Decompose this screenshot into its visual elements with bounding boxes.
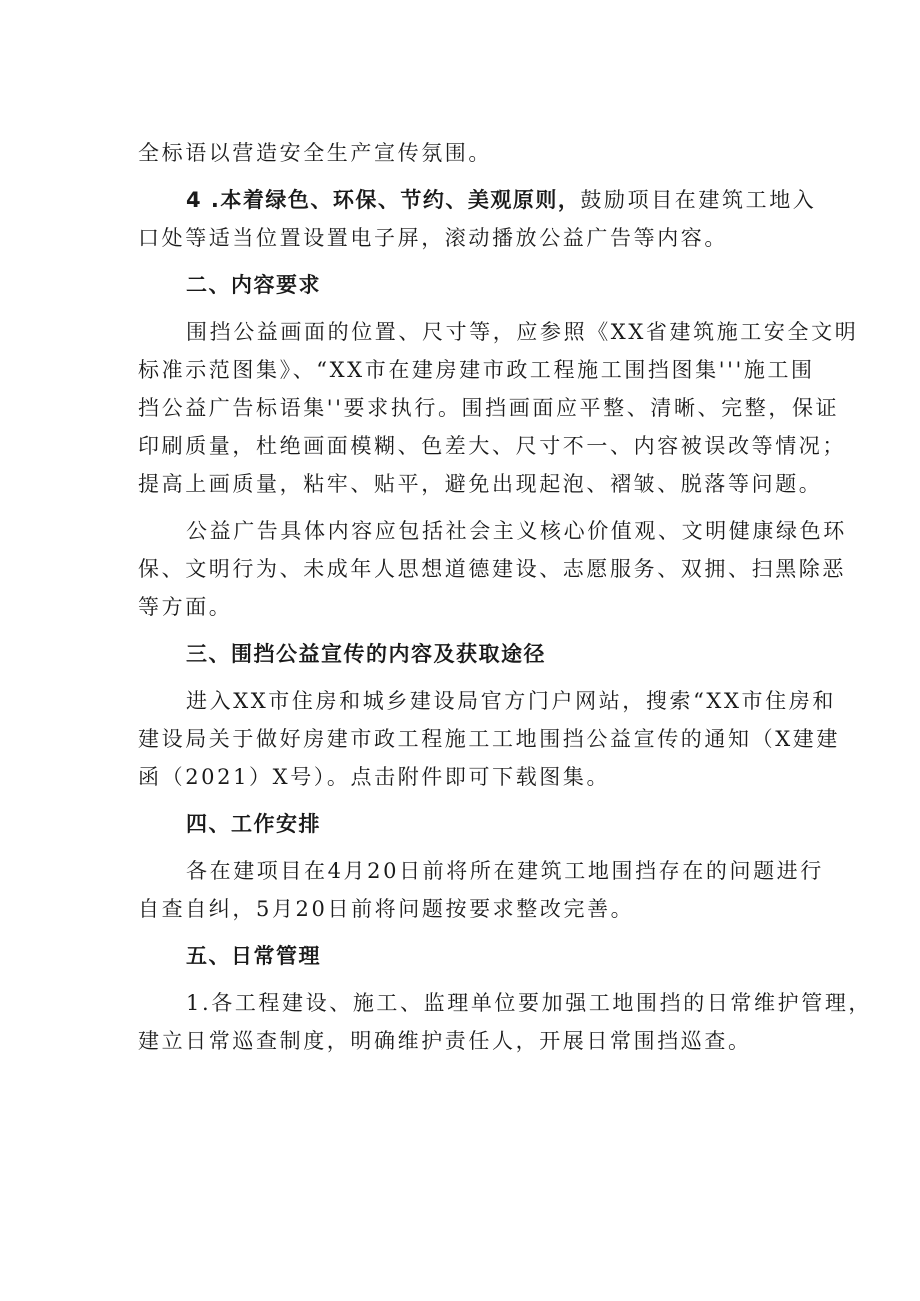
section-heading-source <box>138 635 790 673</box>
text-line: 自查自纠，5月20日前将问题按要求整改完善。 <box>138 897 635 921</box>
paragraph-continuation <box>138 134 790 172</box>
text-line: 围挡公益画面的位置、尺寸等，应参照《XX省建筑施工安全文明 <box>186 320 859 344</box>
text-line: 印刷质量，杜绝画面模糊、色差大、尺寸不一、内容被误改等情况； <box>138 434 846 458</box>
section-heading-work-plan <box>138 805 790 843</box>
text-line: 1.各工程建设、施工、监理单位要加强工地围挡的日常维护管理， <box>186 991 873 1015</box>
bold-lead-text: 4 .本着绿色、环保、节约、美观原则， <box>186 188 581 212</box>
section-heading: 二、内容要求 <box>186 273 321 297</box>
text-line: 公益广告具体内容应包括社会主义核心价值观、文明健康绿色环 <box>186 519 847 543</box>
text-line: 进入XX市住房和城乡建设局官方门户网站，搜索“XX市住房和 <box>186 689 836 713</box>
text-line: 建设局关于做好房建市政工程施工工地围挡公益宣传的通知（X建建 <box>138 727 840 751</box>
text-line: 全标语以营造安全生产宣传氛围。 <box>138 141 492 165</box>
text-span: 鼓励项目在建筑工地入 <box>580 188 817 212</box>
text-line: 挡公益广告标语集''要求执行。围挡画面应平整、清晰、完整，保证 <box>138 396 840 420</box>
text-line: 等方面。 <box>138 595 233 619</box>
text-line: 函（2021）X号）。点击附件即可下载图集。 <box>138 765 611 789</box>
text-line: 标准示范图集》、“XX市在建房建市政工程施工围挡图集'''施工围 <box>138 358 815 382</box>
paragraph-maintenance <box>138 984 873 1060</box>
paragraph-download <box>138 682 840 796</box>
document-page <box>138 134 873 1060</box>
section-heading-content-requirements <box>138 266 790 304</box>
paragraph-schedule <box>138 852 824 928</box>
paragraph-fence-display <box>138 313 859 503</box>
section-heading-daily-management <box>138 937 790 975</box>
text-line: 建立日常巡查制度，明确维护责任人，开展日常围挡巡查。 <box>138 1029 752 1053</box>
text-line: 各在建项目在4月20日前将所在建筑工地围挡存在的问题进行 <box>186 859 824 883</box>
section-heading: 四、工作安排 <box>186 812 321 836</box>
text-line: 保、文明行为、未成年人思想道德建设、志愿服务、双拥、扫黑除恶 <box>138 557 846 581</box>
section-heading: 五、日常管理 <box>186 944 321 968</box>
paragraph-item-4 <box>138 181 817 257</box>
text-line <box>138 181 817 219</box>
section-heading: 三、围挡公益宣传的内容及获取途径 <box>186 642 546 666</box>
text-line: 口处等适当位置设置电子屏，滚动播放公益广告等内容。 <box>138 226 728 250</box>
paragraph-ad-content <box>138 512 847 626</box>
text-line: 提高上画质量，粘牢、贴平，避免出现起泡、褶皱、脱落等问题。 <box>138 472 823 496</box>
